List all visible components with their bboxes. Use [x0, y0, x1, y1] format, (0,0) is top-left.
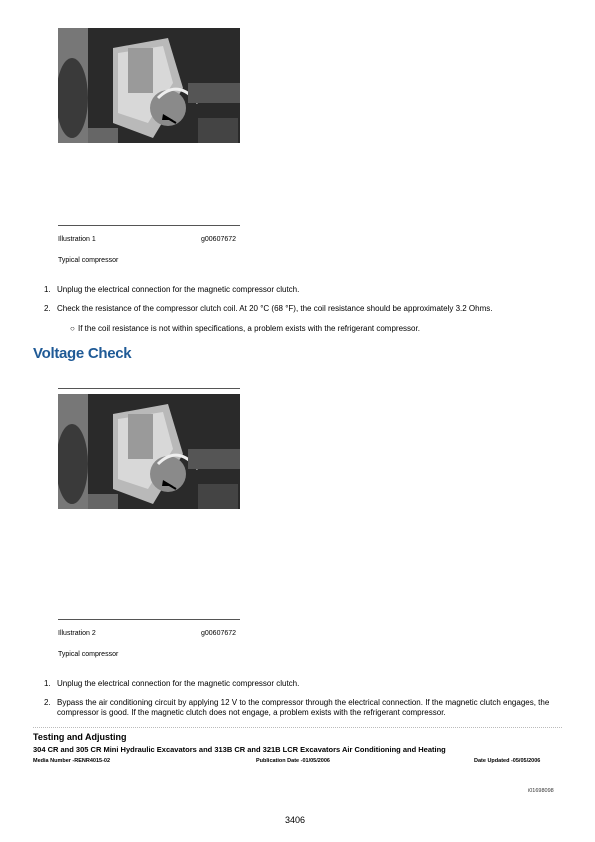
compressor-photo-2	[58, 394, 240, 509]
section-heading: Voltage Check	[33, 345, 132, 362]
voltage-step-1: Unplug the electrical connection for the magnetic compressor clutch.	[57, 679, 300, 688]
resistance-bullet: If the coil resistance is not within specifications, a problem exists with the refrigerant compressor.	[78, 324, 420, 333]
resistance-step-2: Check the resistance of the compressor clutch coil. At 20 °C (68 °F), the coil resistance should be approximately 3.2 Ohms.	[57, 304, 493, 313]
footer-publication-date: Publication Date -01/05/2006	[256, 758, 330, 764]
compressor-photo-1	[58, 28, 240, 143]
step-number: 2.	[44, 698, 51, 707]
footer-date-updated: Date Updated -05/05/2006	[474, 758, 541, 764]
footer-media-number: Media Number -RENR4015-02	[33, 758, 111, 764]
illustration-1-caption: Typical compressor	[58, 257, 119, 264]
illustration-1-rule	[58, 225, 240, 226]
illustration-1-code: g00607672	[201, 236, 237, 243]
bullet-circle-icon: ○	[70, 324, 75, 333]
resistance-step-1: Unplug the electrical connection for the magnetic compressor clutch.	[57, 285, 300, 294]
illustration-2-top-rule	[58, 388, 240, 389]
illustration-2-label: Illustration 2	[58, 630, 96, 637]
illustration-2-rule	[58, 619, 240, 620]
page-number: 3406	[285, 815, 306, 825]
footer-doc-id: i01698098	[528, 788, 554, 794]
footer-divider	[33, 727, 562, 728]
step-number: 1.	[44, 679, 51, 688]
illustration-2-code: g00607672	[201, 630, 237, 637]
voltage-step-2: Bypass the air conditioning circuit by applying 12 V to the compressor through the electrical connection. If the magnetic clutch engages, the compressor is good. If the magnetic clutch does not engage, a problem exists with the refrigerant compressor.	[57, 698, 550, 717]
step-number: 1.	[44, 285, 51, 294]
footer-section: Testing and Adjusting	[33, 732, 127, 742]
footer-title: 304 CR and 305 CR Mini Hydraulic Excavators and 313B CR and 321B LCR Excavators Air Conditioning and Heating	[33, 745, 446, 754]
illustration-2-caption: Typical compressor	[58, 651, 119, 658]
illustration-2-photo	[58, 394, 240, 509]
illustration-1-photo	[58, 28, 240, 143]
step-number: 2.	[44, 304, 51, 313]
illustration-1-label: Illustration 1	[58, 236, 96, 243]
